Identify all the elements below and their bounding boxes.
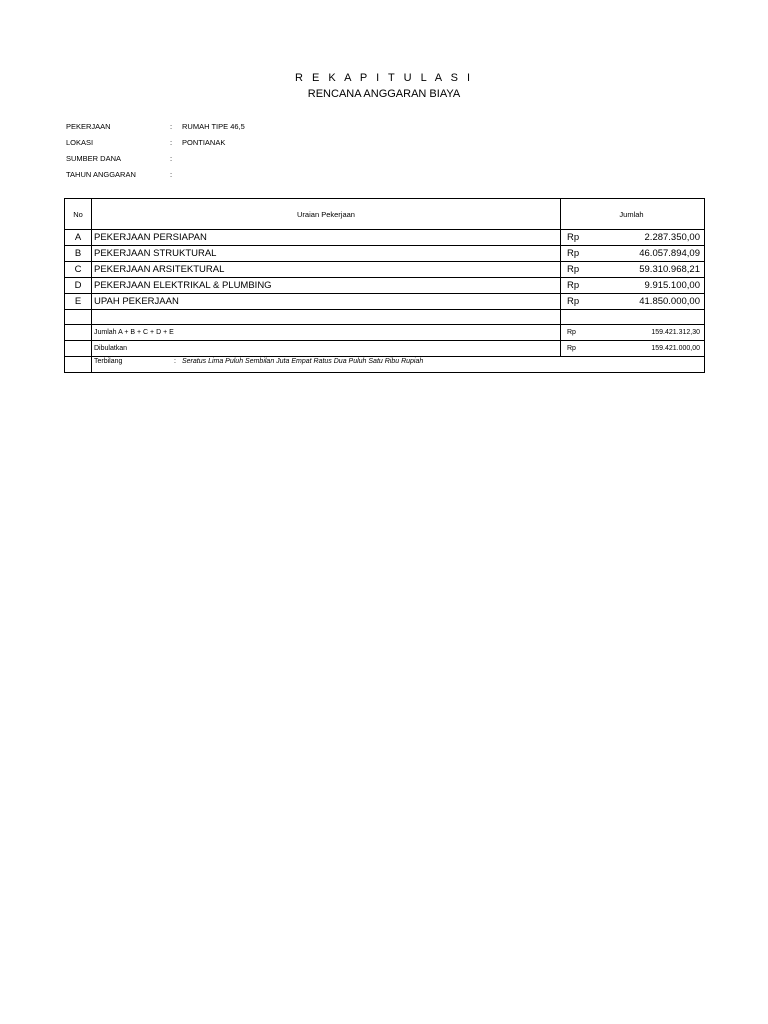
total-row [65, 325, 705, 341]
row-amount: 2.287.350,00 [619, 230, 705, 246]
info-separator: : [170, 170, 173, 179]
row-no: E [65, 294, 92, 310]
row-no: D [65, 278, 92, 294]
table-row [65, 230, 705, 246]
document-subtitle: RENCANA ANGGARAN BIAYA [307, 88, 461, 100]
row-amount: 46.057.894,09 [619, 246, 705, 262]
row-no: A [65, 230, 92, 246]
row-currency: Rp [561, 230, 619, 246]
info-separator: : [170, 122, 173, 131]
total-label: Jumlah A + B + C + D + E [92, 325, 561, 341]
row-description: PEKERJAAN ELEKTRIKAL & PLUMBING [92, 278, 561, 294]
row-currency: Rp [561, 246, 619, 262]
info-label: LOKASI [66, 138, 94, 147]
row-currency: Rp [561, 262, 619, 278]
info-value: RUMAH TIPE 46,5 [182, 122, 245, 131]
row-amount: 41.850.000,00 [619, 294, 705, 310]
table-row [65, 278, 705, 294]
row-amount: 9.915.100,00 [619, 278, 705, 294]
document-title: R E K A P I T U L A S I [294, 72, 474, 84]
table-header-row [65, 199, 705, 230]
row-description: PEKERJAAN ARSITEKTURAL [92, 262, 561, 278]
in-words-separator: : [174, 358, 176, 365]
info-separator: : [170, 154, 173, 163]
header-no: No [65, 199, 92, 230]
row-amount: 59.310.968,21 [619, 262, 705, 278]
header-description: Uraian Pekerjaan [92, 199, 561, 230]
header-amount: Jumlah [561, 199, 705, 230]
info-separator: : [170, 138, 173, 147]
info-label: TAHUN ANGGARAN [66, 170, 136, 179]
blank-row [65, 310, 705, 325]
in-words-row [65, 357, 705, 373]
rounded-row [65, 341, 705, 357]
rounded-label: Dibulatkan [92, 341, 561, 357]
total-currency: Rp [561, 325, 619, 341]
row-no: C [65, 262, 92, 278]
rounded-currency: Rp [561, 341, 619, 357]
row-no: B [65, 246, 92, 262]
total-amount: 159.421.312,30 [619, 325, 705, 341]
row-description: PEKERJAAN PERSIAPAN [92, 230, 561, 246]
info-label: PEKERJAAN [66, 122, 111, 131]
row-description: UPAH PEKERJAAN [92, 294, 561, 310]
table-row [65, 294, 705, 310]
in-words-label: Terbilang [94, 358, 123, 365]
in-words-value: Seratus Lima Puluh Sembilan Juta Empat Ratus Dua Puluh Satu Ribu Rupiah [182, 358, 424, 365]
table-row [65, 246, 705, 262]
table-row [65, 262, 705, 278]
recap-table [64, 198, 705, 373]
info-value: PONTIANAK [182, 138, 226, 147]
row-currency: Rp [561, 278, 619, 294]
rounded-amount: 159.421.000,00 [619, 341, 705, 357]
row-currency: Rp [561, 294, 619, 310]
row-description: PEKERJAAN STRUKTURAL [92, 246, 561, 262]
info-label: SUMBER DANA [66, 154, 122, 163]
